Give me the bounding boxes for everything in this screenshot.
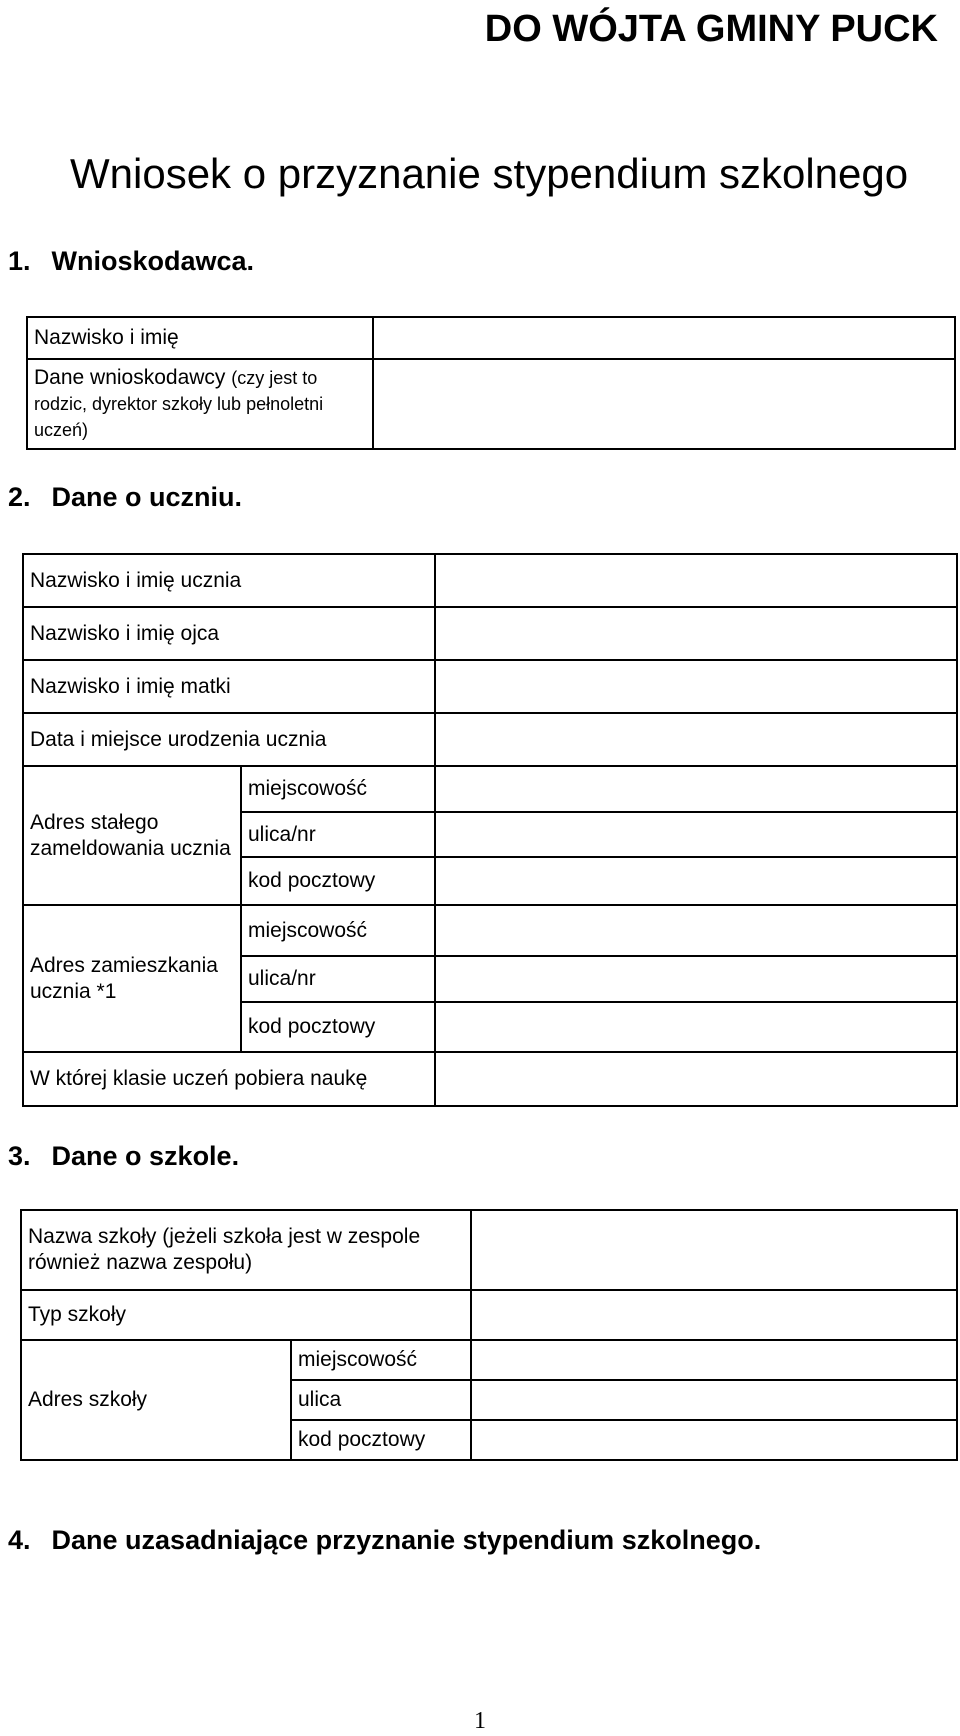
registered-city-field[interactable] (435, 766, 957, 812)
residence-postal-label: kod pocztowy (241, 1002, 435, 1052)
school-postal-field[interactable] (471, 1420, 957, 1460)
applicant-table (26, 316, 956, 450)
school-type-label: Typ szkoły (21, 1290, 471, 1340)
section-number: 3. (8, 1141, 31, 1171)
school-name-field[interactable] (471, 1210, 957, 1290)
mother-name-field[interactable] (435, 660, 957, 713)
mother-name-label: Nazwisko i imię matki (23, 660, 435, 713)
section-4-heading (8, 1525, 761, 1556)
applicant-name-field[interactable] (373, 317, 955, 359)
school-type-field[interactable] (471, 1290, 957, 1340)
section-1-heading (8, 246, 254, 277)
section-2-heading (8, 482, 242, 513)
section-title: Wnioskodawca. (51, 246, 255, 276)
section-number: 2. (8, 482, 31, 512)
school-street-label: ulica (291, 1380, 471, 1420)
birth-label: Data i miejsce urodzenia ucznia (23, 713, 435, 766)
applicant-type-label (27, 359, 373, 449)
section-3-heading (8, 1141, 239, 1172)
residence-street-field[interactable] (435, 956, 957, 1002)
registered-street-label: ulica/nr (241, 812, 435, 857)
registered-city-label: miejscowość (241, 766, 435, 812)
school-postal-label: kod pocztowy (291, 1420, 471, 1460)
residence-address-label: Adres zamieszkania ucznia *1 (23, 905, 241, 1052)
registered-postal-label: kod pocztowy (241, 857, 435, 905)
grade-field[interactable] (435, 1052, 957, 1106)
student-name-label: Nazwisko i imię ucznia (23, 554, 435, 607)
page-number: 1 (474, 1708, 486, 1734)
registered-address-label: Adres stałego zameldowania ucznia (23, 766, 241, 905)
section-number: 1. (8, 246, 31, 276)
student-name-field[interactable] (435, 554, 957, 607)
father-name-label: Nazwisko i imię ojca (23, 607, 435, 660)
grade-label: W której klasie uczeń pobiera naukę (23, 1052, 435, 1106)
school-table (20, 1209, 958, 1461)
residence-postal-field[interactable] (435, 1002, 957, 1052)
applicant-type-title: Dane wnioskodawcy (34, 366, 226, 389)
student-table (22, 553, 958, 1107)
applicant-name-label: Nazwisko i imię (27, 317, 373, 359)
form-title: Wniosek o przyznanie stypendium szkolnego (70, 150, 909, 197)
residence-city-label: miejscowość (241, 905, 435, 956)
section-title: Dane uzasadniające przyznanie stypendium szkolnego. (51, 1525, 762, 1555)
father-name-field[interactable] (435, 607, 957, 660)
school-city-field[interactable] (471, 1340, 957, 1380)
registered-street-field[interactable] (435, 812, 957, 857)
section-number: 4. (8, 1525, 31, 1555)
school-name-label: Nazwa szkoły (jeżeli szkoła jest w zespole również nazwa zespołu) (21, 1210, 471, 1290)
section-title: Dane o uczniu. (51, 482, 243, 512)
residence-city-field[interactable] (435, 905, 957, 956)
registered-postal-field[interactable] (435, 857, 957, 905)
addressee-heading: DO WÓJTA GMINY PUCK (484, 8, 938, 50)
school-city-label: miejscowość (291, 1340, 471, 1380)
section-title: Dane o szkole. (51, 1141, 240, 1171)
applicant-type-note: (czy jest to rodzic, dyrektor szkoły lub pełnoletni uczeń) (34, 368, 324, 440)
birth-field[interactable] (435, 713, 957, 766)
residence-street-label: ulica/nr (241, 956, 435, 1002)
applicant-type-field[interactable] (373, 359, 955, 449)
school-address-label: Adres szkoły (21, 1340, 291, 1460)
school-street-field[interactable] (471, 1380, 957, 1420)
